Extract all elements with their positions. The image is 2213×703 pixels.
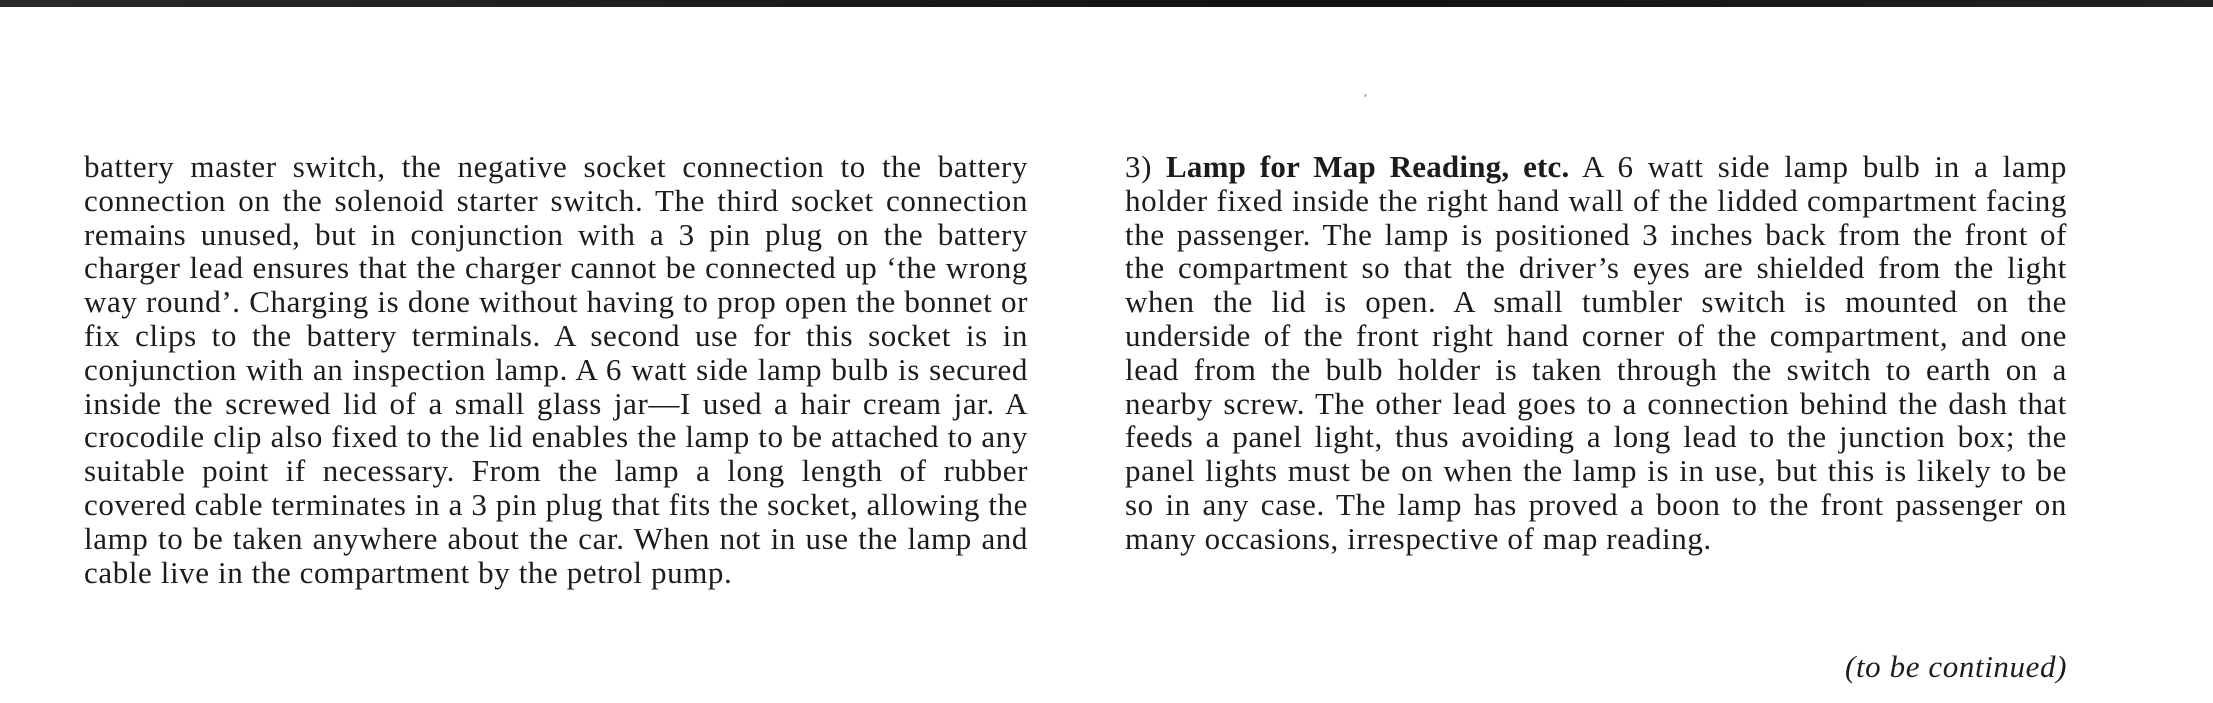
page-top-rule [0,0,2213,7]
left-column-paragraph: battery master switch, the negative socket connection to the battery connection on the solenoid starter switch. The third socket connection remains unused, but in conjunction with a 3 pin plug on the battery charger lead ensures that the charger cannot be connected up ‘the wrong way round’. Charging is done without having to prop open the bonnet or fix clips to the battery terminals. A second use for this socket is in conjunction with an inspection lamp. A 6 watt side lamp bulb is secured inside the screwed lid of a small glass jar—I used a hair cream jar. A crocodile clip also fixed to the lid enables the lamp to be attached to any suitable point if necessary. From the lamp a long length of rubber covered cable terminates in a 3 pin plug that fits the socket, allowing the lamp to be taken anywhere about the car. When not in use the lamp and cable live in the compartment by the petrol pump. [84,149,1028,590]
left-column [84,150,1028,589]
item-body-text: A 6 watt side lamp bulb in a lamp holder fixed inside the right hand wall of the lidded compartment facing the passenger. The lamp is positioned 3 inches back from the front of the compartment so that the driver’s eyes are shielded from the light when the lid is open. A small tumbler switch is mounted on the underside of the front right hand corner of the compartment, and one lead from the bulb holder is taken through the switch to earth on a nearby screw. The other lead goes to a connection behind the dash that feeds a panel light, thus avoiding a long lead to the junction box; the panel lights must be on when the lamp is in use, but this is likely to be so in any case. The lamp has proved a boon to the front passenger on many occasions, irrespective of map reading. [1125,149,2068,556]
right-column-paragraph [1125,150,2067,556]
continued-note: (to be continued) [1845,649,2067,684]
item-heading: Lamp for Map Reading, etc. [1166,149,1570,184]
right-column [1125,150,2067,556]
scan-speck [1364,94,1367,97]
item-number: 3) [1125,149,1153,184]
